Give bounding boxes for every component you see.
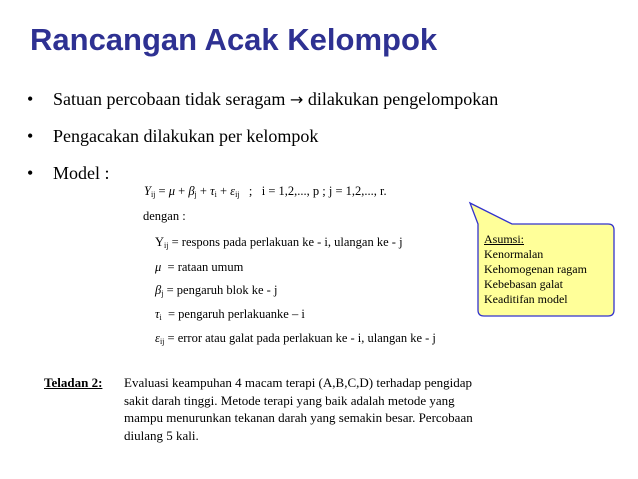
assumption-heading: Asumsi:	[484, 232, 525, 246]
bullet-text-continued: dilakukan pengelompokan	[307, 89, 499, 109]
bullet-text: Pengacakan dilakukan per kelompok	[53, 126, 319, 146]
assumption-callout	[484, 232, 587, 307]
example-line: mampu menurunkan tekanan darah yang semakin besar. Percobaan	[124, 410, 473, 425]
model-formula: $Y_{ij} = \mu + \beta_j + \tau_i + \varepsilon_{ij}$ ; i = 1,2,..., p ; j = 1,2,..., r.	[144, 184, 387, 199]
definition-beta: $\beta_j$ = pengaruh blok ke - j	[155, 283, 278, 298]
assumption-item: Kehomogenan ragam	[484, 262, 587, 276]
assumption-item: Keaditifan model	[484, 292, 568, 306]
definition-y: $Y_{ij}$ = respons pada perlakuan ke - i, ulangan ke - j	[155, 235, 403, 250]
definition-tau: $\tau_i$ = pengaruh perlakuanke – i	[155, 307, 305, 322]
arrow-right-icon: →	[289, 90, 304, 109]
definition-epsilon: $\varepsilon_{ij}$ = error atau galat pada perlakuan ke - i, ulangan ke - j	[155, 331, 436, 346]
definition-mu: μ = rataan umum	[155, 260, 244, 274]
example-line: sakit darah tinggi. Metode terapi yang baik adalah metode yang	[124, 392, 455, 408]
page-title: Rancangan Acak Kelompok	[30, 22, 438, 57]
bullet-dot: •	[27, 89, 34, 109]
bullet-text: Model :	[53, 163, 110, 183]
dengan-label: dengan :	[143, 209, 186, 223]
example-line: Evaluasi keampuhan 4 macam terapi (A,B,C,D) terhadap pengidap	[124, 375, 472, 390]
bullet-dot: •	[27, 163, 34, 183]
assumption-item: Kenormalan	[484, 247, 544, 261]
example-line: diulang 5 kali.	[124, 427, 199, 443]
assumption-item: Kebebasan galat	[484, 277, 563, 291]
bullet-text: Satuan percobaan tidak seragam	[53, 89, 286, 109]
example-label: Teladan 2:	[44, 375, 103, 390]
bullet-dot: •	[27, 126, 34, 146]
example-body	[124, 374, 594, 444]
